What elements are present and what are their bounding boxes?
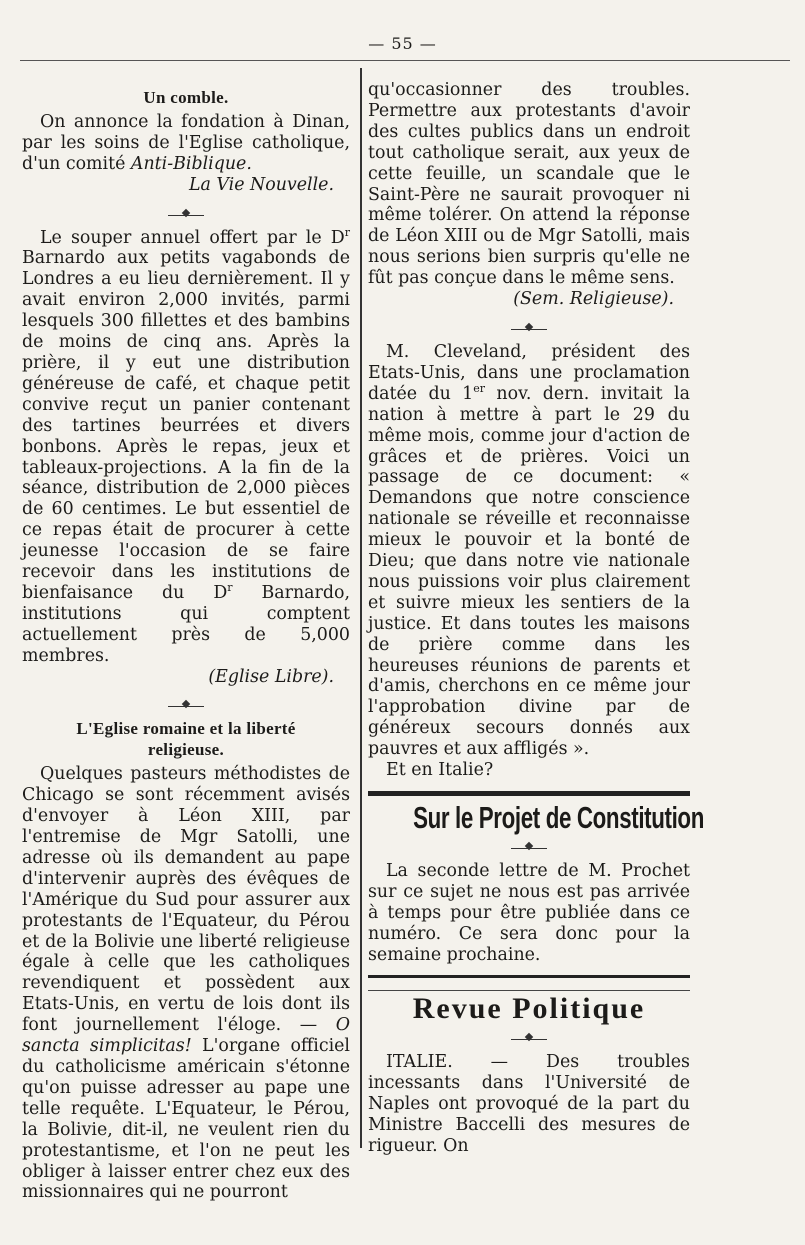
emphasis-text: O sancta simplicitas! <box>22 1015 350 1057</box>
text-span: L'organe officiel du catholicisme américain s'étonne qu'on puisse adresser au pape une telle requête. L'Equateur, le Pérou, la Bolivie, dit-il, ne veulent rien du protestantisme, et l'on ne peut les obliger à laisser entrer chez eux des missionnaires qui ne pourront <box>22 1036 350 1203</box>
text-span: Barnardo, institutions qui comptent actuellement près de 5,000 membres. <box>22 582 350 666</box>
ornament-divider <box>368 316 690 336</box>
article-text-revue-politique <box>368 1052 690 1157</box>
text-span: Le souper annuel offert par le D <box>40 227 345 248</box>
column-divider <box>360 68 362 1148</box>
superscript: er <box>473 381 486 395</box>
ornament-divider <box>368 1026 690 1046</box>
ornament-icon <box>511 320 547 330</box>
lead-word: ITALIE. <box>386 1052 453 1073</box>
section-heading-revue-politique: Revue Politique <box>412 992 646 1026</box>
right-column <box>368 80 704 1157</box>
section-rule <box>368 791 690 796</box>
text-span: Barnardo aux petits vagabonds de Londres a eu lieu dernièrement. Il y avait environ 2,000 invités, parmi lesquels 300 fillettes et des bambins de moins de cinq ans. Après la prière, il y eut une distribution généreuse de café, et chaque petit convive reçut un panier contenant des tartines beurrées et divers bonbons. Après le repas, jeux et tableaux-projections. A la fin de la séance, distribution de 2,000 pièces de 60 centimes. Le but essentiel de ce repas était de procurer à cette jeunesse l'occasion de se faire recevoir dans les institutions de bienfaisance du D <box>22 248 350 603</box>
ornament-divider <box>368 835 690 855</box>
section-rule-thin <box>368 990 690 991</box>
ornament-divider <box>22 202 350 222</box>
left-column <box>22 82 350 1203</box>
article-title-un-comble: Un comble. <box>143 88 229 107</box>
article-text-barnardo <box>22 225 350 667</box>
article-text-eglise-romaine <box>22 764 350 1203</box>
article-text-cleveland <box>368 342 690 760</box>
ornament-icon <box>168 206 204 216</box>
source-sem-religieuse: (Sem. Religieuse). <box>513 289 674 310</box>
source-eglise-libre: (Eglise Libre). <box>208 666 334 687</box>
ornament-divider <box>22 693 350 713</box>
page-number: — 55 — <box>368 34 437 53</box>
article-text-continued: qu'occasionner des troubles. Permettre aux protestants d'avoir des cultes publics dans un endroit tout catholique serait, aux yeux de cette feuille, un scandale que le Saint-Père ne saurait provoquer ni même tolérer. On attend la réponse de Léon XIII ou de Mgr Satolli, mais nous serions bien surpris qu'elle ne fût pas conçue dans le même sens. <box>368 80 690 289</box>
ornament-icon <box>511 839 547 849</box>
superscript: r <box>344 225 350 239</box>
article-title-eglise-romaine: L'Eglise romaine et la liberté <box>76 719 296 739</box>
source-la-vie-nouvelle: La Vie Nouvelle. <box>188 174 334 195</box>
text-span: nov. dern. invitait la nation à mettre à part le 29 du même mois, comme jour d'action de grâces et de prières. Voici un passage de ce document: « Demandons que notre conscience nationale se réveille et reconnaisse mieux le pouvoir et la bonté de Dieu; que dans notre vie nationale nous puissions voir plus clairement et suivre mieux les sentiers de la justice. Et dans toutes les maisons de prière comme dans les heureuses réunions de parents et d'amis, cherchons en ce même jour l'approbation divine par de généreux secours donnés aux pauvres et aux affligés ». <box>368 383 690 760</box>
header-rule <box>20 60 790 61</box>
article-title-eglise-romaine-line2: religieuse. <box>147 740 225 760</box>
emphasis-text: Anti-Biblique. <box>130 153 252 174</box>
section-heading-constitution: Sur le Projet de Constitution <box>413 800 704 835</box>
article-text-un-comble <box>22 112 350 175</box>
article-text: On annonce la fondation à Dinan, par les soins de l'Eglise catholique, d'un comité <box>22 111 350 174</box>
section-rule <box>368 975 690 978</box>
text-span: — Des troubles incessants dans l'Université de Naples ont provoqué de la part du Ministre Baccelli des mesures de rigueur. On <box>368 1052 690 1156</box>
article-text-italie: Et en Italie? <box>386 760 494 781</box>
superscript: r <box>227 581 233 595</box>
article-text-constitution: La seconde lettre de M. Prochet sur ce sujet ne nous est pas arrivée à temps pour être publiée dans ce numéro. Ce sera donc pour la semaine prochaine. <box>368 860 690 965</box>
ornament-icon <box>168 697 204 707</box>
text-span: M. Cleveland, président des Etats-Unis, dans une proclamation datée du 1 <box>368 341 690 404</box>
text-span: Quelques pasteurs méthodistes de Chicago se sont récemment avisés d'envoyer à Léon XIII, par l'entremise de Mgr Satolli, une adresse où ils demandent au pape d'intervenir auprès des évêques de l'Amérique du Sud pour assurer aux protestants de l'Equateur, du Pérou et de la Bolivie une liberté religieuse égale à celle que les catholiques revendiquent et possèdent aux Etats-Unis, en vertu de lois dont ils font journellement l'éloge. — <box>22 764 350 1036</box>
ornament-icon <box>511 1030 547 1040</box>
